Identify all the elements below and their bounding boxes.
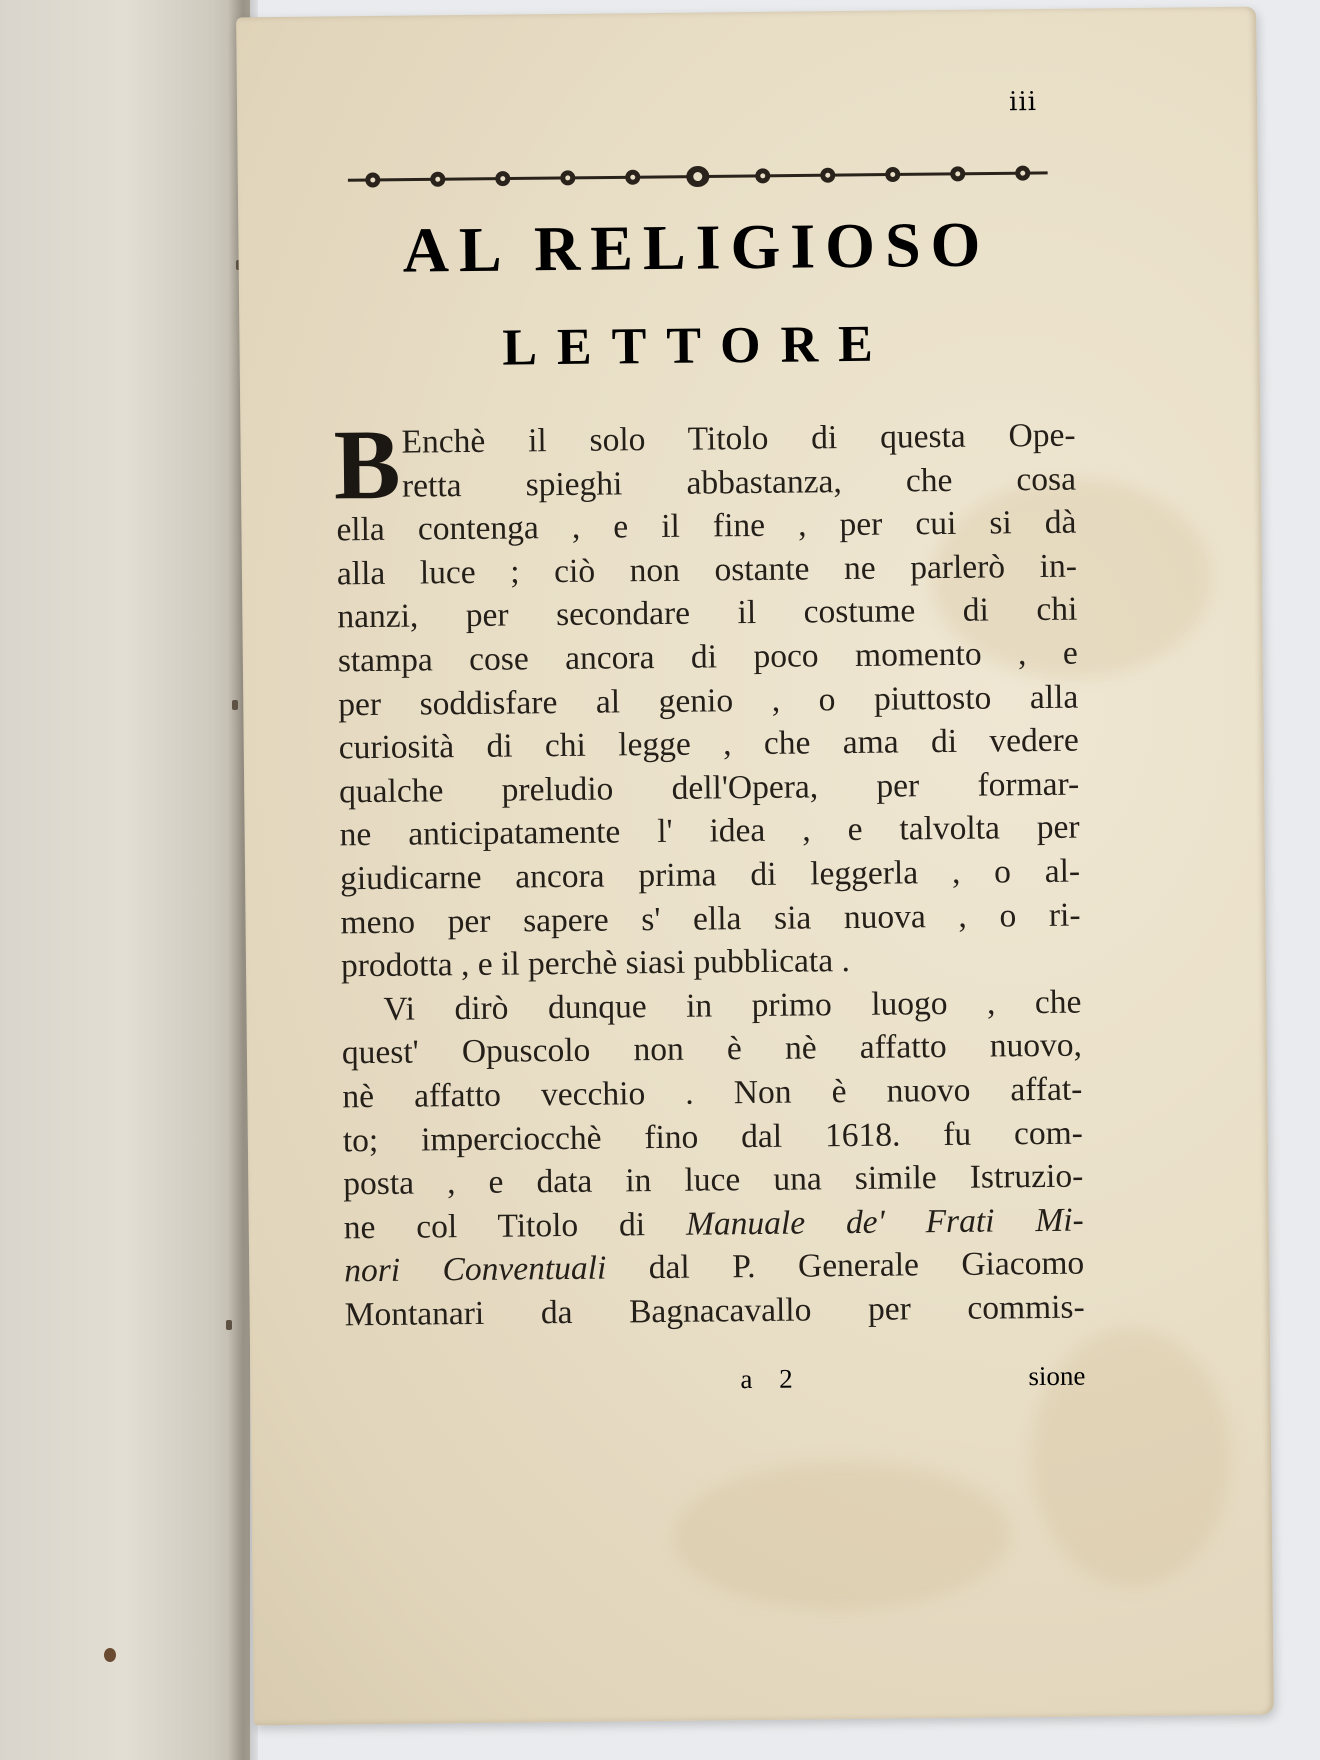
text-line: nanzi, per secondare il costume di chi (337, 590, 1078, 636)
text-line: Vi dirò dunque in primo luogo , che (383, 983, 1082, 1028)
show-through-text (0, 36, 244, 1345)
text-line: ne anticipatamente l' idea , e talvolta per (339, 808, 1080, 854)
page-number: iii (1008, 87, 1038, 118)
text-line: qualche preludio dell'Opera, per formar- (339, 765, 1080, 811)
catchword: sione (1028, 1360, 1086, 1392)
binding-stitch (232, 700, 238, 710)
text-line (344, 1198, 1084, 1249)
ornament-rule (348, 157, 1048, 196)
body-text (333, 408, 1085, 1337)
signature-mark: a 2 (740, 1363, 803, 1395)
text-line: giudicarne ancora prima di leggerla , o al- (339, 852, 1081, 898)
italic-title: Manuale de' Frati Mi- (685, 1201, 1084, 1243)
text-line (344, 1242, 1084, 1293)
binding-stitch (226, 1320, 232, 1330)
heading-title: AL RELIGIOSO (402, 208, 991, 286)
italic-title: nori Conventuali (344, 1249, 607, 1290)
book-page (236, 7, 1274, 1726)
paper-stain (671, 1459, 1013, 1613)
text-segment: ne col Titolo di (343, 1205, 646, 1247)
text-line: stampa cose ancora di poco momento , e (337, 634, 1078, 680)
text-line: posta , e data in luce una simile Istruzio- (343, 1157, 1084, 1203)
text-line: prodotta , e il perchè siasi pubblicata . (340, 942, 851, 985)
text-line: meno per sapere s' ella sia nuova , o ri- (340, 896, 1081, 941)
left-page (0, 0, 250, 1760)
text-line: quest' Opuscolo non è nè affatto nuovo, (341, 1026, 1083, 1072)
text-line: curiosità di chi legge , che ama di vedere (338, 721, 1079, 767)
text-segment: dal P. Generale Giacomo (648, 1244, 1085, 1287)
text-line: ella contenga , e il fine , per cui si dà (336, 503, 1077, 549)
heading-subtitle: LETTORE (502, 315, 894, 377)
text-line: alla luce ; ciò non ostante ne parlerò in- (336, 547, 1078, 593)
text-line: Montanari da Bagnacavallo per commis- (344, 1288, 1085, 1334)
page-footer (345, 1361, 1085, 1409)
text-line: to; imperciocchè fino dal 1618. fu com- (342, 1114, 1084, 1159)
text-line: retta spieghi abbastanza, che cosa (401, 460, 1077, 505)
text-line: nè affatto vecchio . Non è nuovo affat- (342, 1070, 1083, 1116)
text-line: Enchè il solo Titolo di questa Ope- (401, 416, 1076, 461)
text-line: per soddisfare al genio , o piuttosto alla (338, 678, 1079, 723)
drop-cap: B (333, 408, 402, 521)
paper-hole (104, 1648, 116, 1662)
